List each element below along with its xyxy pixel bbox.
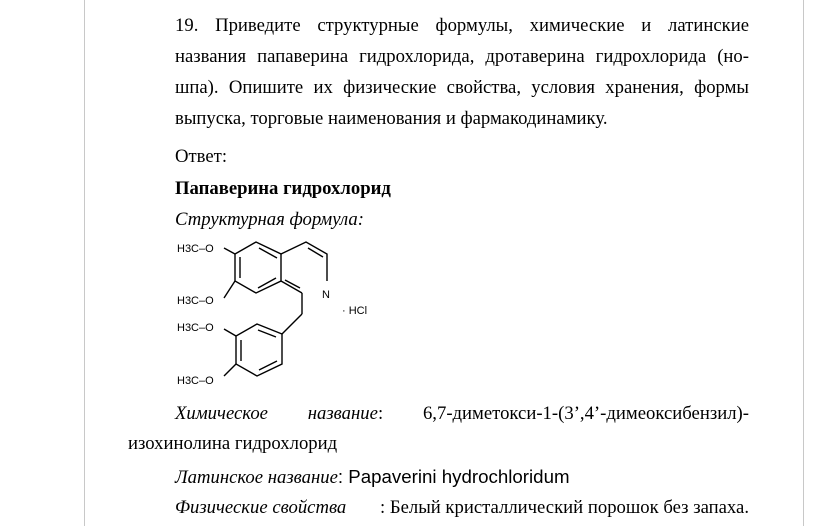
physical-properties-line bbox=[175, 496, 749, 520]
physical-properties-label: Физические свойства bbox=[175, 497, 347, 518]
methoxy-group-2: H3C–O bbox=[177, 295, 214, 307]
latin-name-line bbox=[175, 465, 570, 490]
chemical-name-label2-group bbox=[308, 402, 383, 426]
section-title: Папаверина гидрохлорид bbox=[175, 178, 391, 199]
methoxy-group-1: H3C–O bbox=[177, 243, 214, 255]
chemical-name-value-line2: изохинолина гидрохлорид bbox=[128, 433, 338, 454]
chemical-name-label2: название bbox=[307, 403, 378, 424]
methoxy-group-4: H3C–O bbox=[177, 375, 214, 387]
latin-name-value: : Papaverini hydrochloridum bbox=[337, 466, 570, 487]
hcl-salt: · HCl bbox=[342, 305, 368, 317]
chemical-name-line1 bbox=[175, 402, 749, 426]
molecule-bonds bbox=[224, 242, 327, 376]
answer-label: Ответ: bbox=[175, 146, 228, 167]
chemical-name-colon: : bbox=[377, 403, 384, 424]
chemical-name-label: Химическое bbox=[175, 403, 268, 424]
papaverine-structural-formula bbox=[172, 236, 387, 391]
page-right-border bbox=[803, 0, 804, 526]
methoxy-group-3: H3C–O bbox=[177, 322, 214, 334]
chemical-name-value-line1: 6,7-диметокси-1-(3’,4’-димеоксибензил)- bbox=[422, 403, 749, 424]
physical-properties-value: : Белый кристаллический порошок без запаха. bbox=[379, 497, 749, 518]
nitrogen-atom: N bbox=[322, 289, 330, 301]
page-left-border bbox=[84, 0, 85, 526]
structural-formula-label: Структурная формула: bbox=[175, 209, 364, 230]
physical-properties-content bbox=[175, 496, 749, 520]
question-paragraph: 19. Приведите структурные формулы, химические и латинские названия папаверина гидрохлорида, дротаверина гидрохлорида (но-шпа). Опишите их физические свойства, условия хранения, формы выпуска, торговые наименования и фармакодинамику. bbox=[175, 15, 749, 129]
latin-name-label: Латинское название bbox=[175, 467, 338, 488]
